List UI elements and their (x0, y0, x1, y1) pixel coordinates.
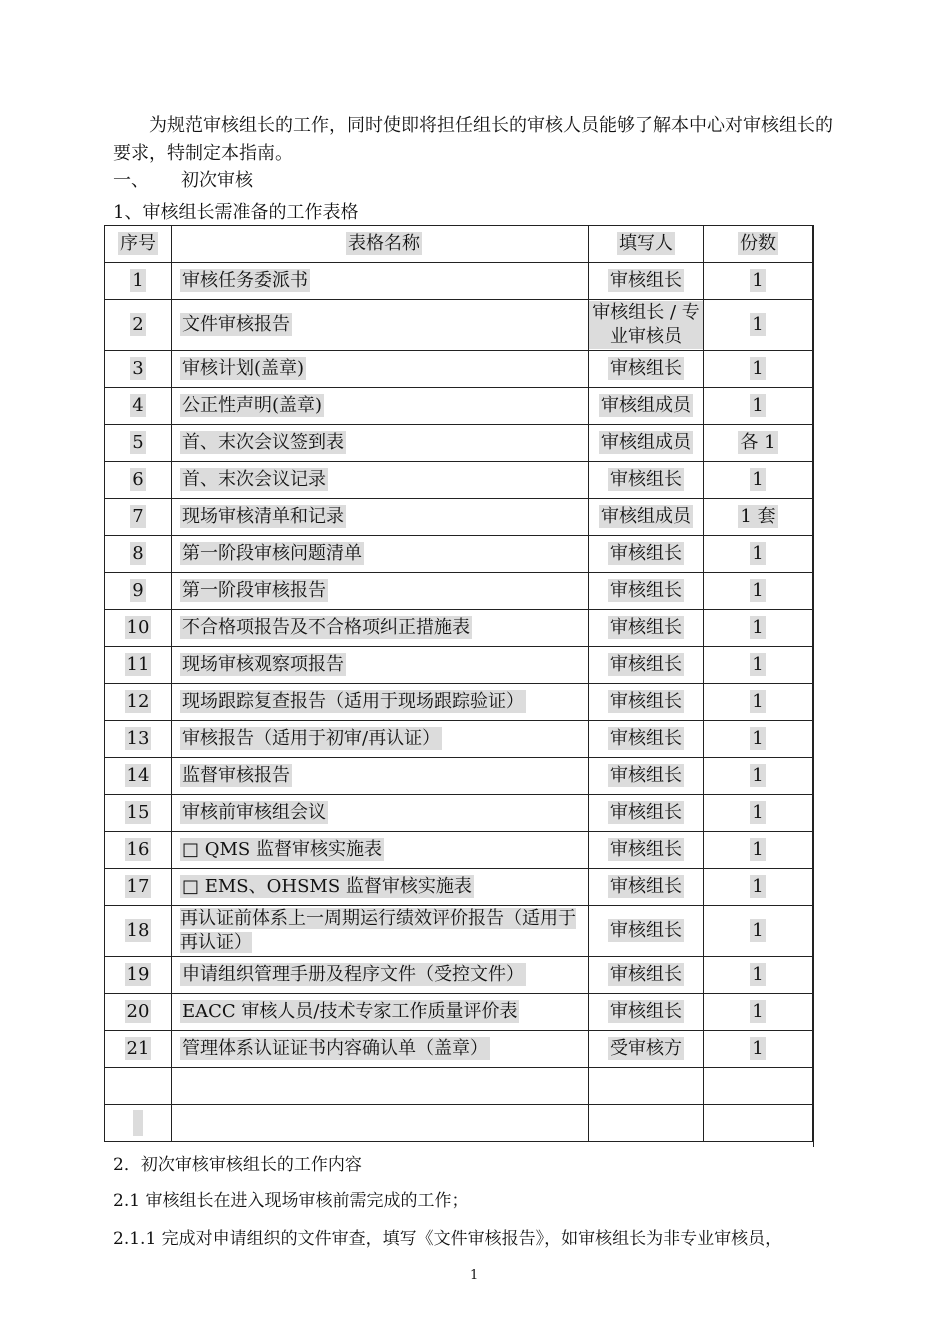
table-row (105, 647, 813, 684)
row-form-name-cell: 审核计划(盖章) (172, 351, 589, 388)
intro-paragraph: 为规范审核组长的工作，同时使即将担任组长的审核人员能够了解本中心对审核组长的要求，特制定本指南。 (113, 115, 833, 164)
row-filler-cell: 审核组长 (589, 869, 704, 906)
row-copies-cell: 1 (704, 351, 813, 388)
row-index-cell: 18 (105, 906, 172, 957)
row-filler-cell: 审核组长 (589, 758, 704, 795)
empty-cell (105, 1105, 172, 1142)
section-title: 初次审核 (181, 170, 253, 191)
table-row (105, 425, 813, 462)
row-form-name-cell: 审核前审核组会议 (172, 795, 589, 832)
row-form-name-cell: 首、末次会议签到表 (172, 425, 589, 462)
table-row (105, 573, 813, 610)
row-filler-cell: 审核组长 (589, 684, 704, 721)
row-copies-cell: 1 (704, 647, 813, 684)
table-row (105, 351, 813, 388)
row-form-name-cell: □ EMS、OHSMS 监督审核实施表 (172, 869, 589, 906)
row-copies-cell: 1 (704, 462, 813, 499)
row-copies-cell: 1 套 (704, 499, 813, 536)
row-filler-cell: 审核组长 (589, 957, 704, 994)
row-filler-cell: 审核组长 / 专业审核员 (589, 300, 704, 351)
row-copies-cell: 1 (704, 263, 813, 300)
empty-table-row (105, 1068, 813, 1105)
row-index-cell: 6 (105, 462, 172, 499)
forms-table (104, 225, 813, 1142)
section-2-1: 2.1 审核组长在进入现场审核前需完成的工作； (113, 1191, 469, 1211)
page-number: 1 (470, 1268, 479, 1283)
row-form-name-cell: 公正性声明(盖章) (172, 388, 589, 425)
subsection-heading-forms: 1、审核组长需准备的工作表格 (113, 202, 359, 223)
row-copies-cell: 1 (704, 388, 813, 425)
row-form-name-cell: 第一阶段审核报告 (172, 573, 589, 610)
row-filler-cell: 审核组成员 (589, 499, 704, 536)
row-form-name-cell: 管理体系认证证书内容确认单（盖章） (172, 1031, 589, 1068)
row-filler-cell: 审核组长 (589, 832, 704, 869)
table-row (105, 388, 813, 425)
row-form-name-cell: 现场跟踪复查报告（适用于现场跟踪验证） (172, 684, 589, 721)
row-form-name-cell: 审核报告（适用于初审/再认证） (172, 721, 589, 758)
row-index-cell: 9 (105, 573, 172, 610)
section-heading-initial-audit (113, 167, 253, 195)
table-row (105, 300, 813, 351)
table-row (105, 263, 813, 300)
row-index-cell: 14 (105, 758, 172, 795)
row-copies-cell: 1 (704, 906, 813, 957)
row-index-cell: 17 (105, 869, 172, 906)
table-row (105, 1031, 813, 1068)
row-index-cell: 5 (105, 425, 172, 462)
row-filler-cell: 审核组长 (589, 462, 704, 499)
row-copies-cell: 1 (704, 300, 813, 351)
row-copies-cell: 1 (704, 536, 813, 573)
table-body (105, 263, 813, 1142)
row-filler-cell: 审核组长 (589, 536, 704, 573)
empty-cell (172, 1068, 589, 1105)
table-row (105, 499, 813, 536)
row-copies-cell: 1 (704, 832, 813, 869)
table-row (105, 684, 813, 721)
row-index-cell: 2 (105, 300, 172, 351)
table-header-row (105, 226, 813, 263)
row-index-cell: 21 (105, 1031, 172, 1068)
table-row (105, 994, 813, 1031)
row-copies-cell: 1 (704, 758, 813, 795)
row-copies-cell: 1 (704, 994, 813, 1031)
row-copies-cell: 1 (704, 1031, 813, 1068)
row-filler-cell: 审核组长 (589, 647, 704, 684)
row-index-cell: 7 (105, 499, 172, 536)
row-form-name-cell: 文件审核报告 (172, 300, 589, 351)
row-form-name-cell: 不合格项报告及不合格项纠正措施表 (172, 610, 589, 647)
row-index-cell: 8 (105, 536, 172, 573)
row-index-cell: 4 (105, 388, 172, 425)
row-form-name-cell: EACC 审核人员/技术专家工作质量评价表 (172, 994, 589, 1031)
row-form-name-cell: 审核任务委派书 (172, 263, 589, 300)
empty-cell (589, 1105, 704, 1142)
row-copies-cell: 1 (704, 795, 813, 832)
row-index-cell: 13 (105, 721, 172, 758)
row-filler-cell: 审核组长 (589, 994, 704, 1031)
table-row (105, 795, 813, 832)
empty-cell (704, 1105, 813, 1142)
row-form-name-cell: 再认证前体系上一周期运行绩效评价报告（适用于再认证） (172, 906, 589, 957)
row-form-name-cell: 第一阶段审核问题清单 (172, 536, 589, 573)
table-row (105, 906, 813, 957)
shaded-placeholder (133, 1110, 143, 1136)
row-filler-cell: 审核组长 (589, 610, 704, 647)
empty-cell (105, 1068, 172, 1105)
row-form-name-cell: 申请组织管理手册及程序文件（受控文件） (172, 957, 589, 994)
section-2-1-1: 2.1.1 完成对申请组织的文件审查，填写《文件审核报告》，如审核组长为非专业审核员， (113, 1229, 783, 1249)
row-copies-cell: 各 1 (704, 425, 813, 462)
empty-cell (589, 1068, 704, 1105)
row-index-cell: 11 (105, 647, 172, 684)
row-copies-cell: 1 (704, 869, 813, 906)
row-index-cell: 15 (105, 795, 172, 832)
section-number: 一、 (113, 170, 149, 191)
row-index-cell: 19 (105, 957, 172, 994)
row-filler-cell: 审核组成员 (589, 388, 704, 425)
row-filler-cell: 审核组长 (589, 906, 704, 957)
header-cell-index: 序号 (105, 226, 172, 263)
row-form-name-cell: □ QMS 监督审核实施表 (172, 832, 589, 869)
table-row (105, 957, 813, 994)
row-form-name-cell: 监督审核报告 (172, 758, 589, 795)
row-form-name-cell: 首、末次会议记录 (172, 462, 589, 499)
row-index-cell: 10 (105, 610, 172, 647)
row-copies-cell: 1 (704, 957, 813, 994)
row-index-cell: 3 (105, 351, 172, 388)
row-copies-cell: 1 (704, 610, 813, 647)
row-filler-cell: 审核组长 (589, 573, 704, 610)
row-index-cell: 12 (105, 684, 172, 721)
table-row (105, 610, 813, 647)
row-filler-cell: 审核组长 (589, 721, 704, 758)
header-cell-filler: 填写人 (589, 226, 704, 263)
row-filler-cell: 审核组长 (589, 351, 704, 388)
row-index-cell: 20 (105, 994, 172, 1031)
row-copies-cell: 1 (704, 684, 813, 721)
empty-cell (704, 1068, 813, 1105)
table-row (105, 869, 813, 906)
row-index-cell: 1 (105, 263, 172, 300)
row-index-cell: 16 (105, 832, 172, 869)
table-row (105, 721, 813, 758)
header-cell-copies: 份数 (704, 226, 813, 263)
row-copies-cell: 1 (704, 573, 813, 610)
row-filler-cell: 审核组长 (589, 795, 704, 832)
row-filler-cell: 受审核方 (589, 1031, 704, 1068)
table-right-border (813, 225, 814, 1147)
row-filler-cell: 审核组长 (589, 263, 704, 300)
header-cell-form-name: 表格名称 (172, 226, 589, 263)
table-row (105, 758, 813, 795)
row-form-name-cell: 现场审核清单和记录 (172, 499, 589, 536)
empty-table-row (105, 1105, 813, 1142)
table-row (105, 832, 813, 869)
table-row (105, 536, 813, 573)
row-form-name-cell: 现场审核观察项报告 (172, 647, 589, 684)
empty-cell (172, 1105, 589, 1142)
row-copies-cell: 1 (704, 721, 813, 758)
section-2-heading: 2．初次审核审核组长的工作内容 (113, 1155, 362, 1175)
row-filler-cell: 审核组成员 (589, 425, 704, 462)
table-row (105, 462, 813, 499)
